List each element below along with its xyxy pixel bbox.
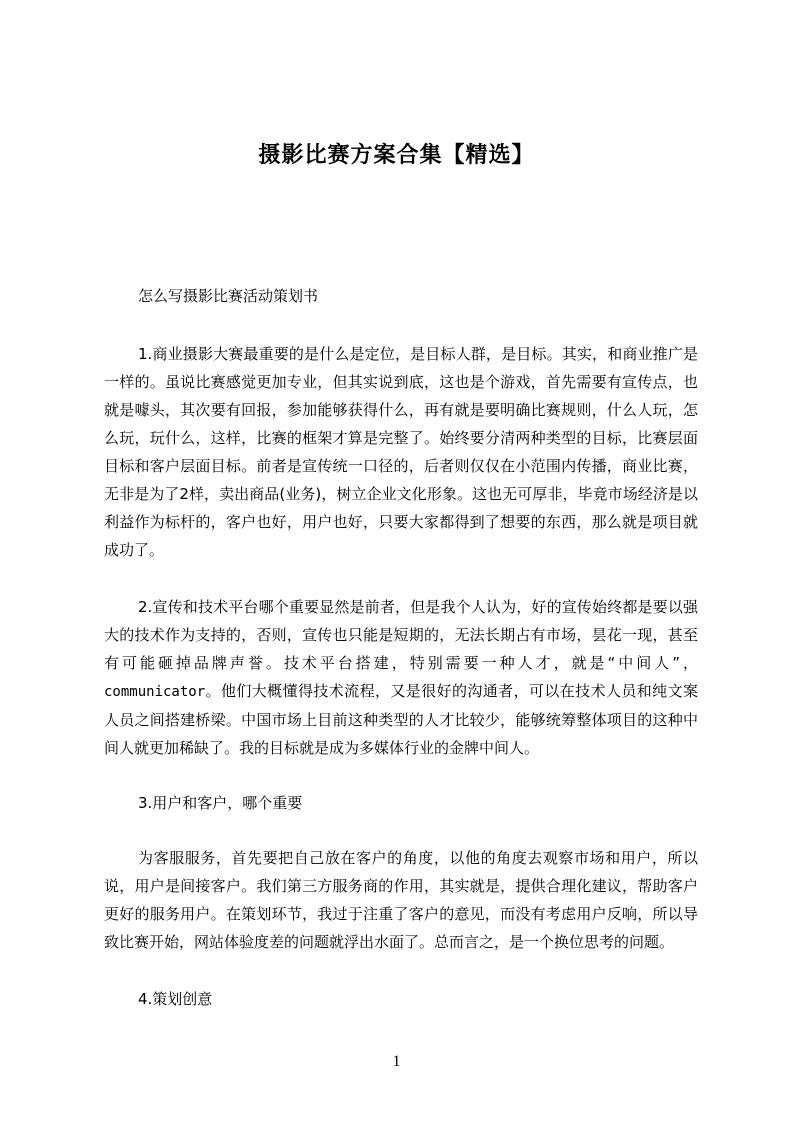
paragraph-2: [104, 593, 698, 762]
page-number: 1: [392, 1053, 401, 1070]
document-body: [104, 282, 698, 1013]
heading-4: 4.策划创意: [138, 990, 213, 1008]
heading-3: 3.用户和客户，哪个重要: [138, 794, 303, 812]
paragraph-2-text-b: 。他们大概懂得技术流程，又是很好的沟通者，可以在技术人员和纯文案人员之间搭建桥梁。中国市场上目前这种类型的人才比较少，能够统筹整体项目的这种中间人就更加稀缺了。我的目标就是成为多媒体行业的金牌中间人。: [104, 682, 698, 757]
paragraph-1: 1.商业摄影大赛最重要的是什么是定位，是目标人群，是目标。其实，和商业推广是一样的。虽说比赛感觉更加专业，但其实说到底，这也是个游戏，首先需要有宣传点，也就是噱头，其次要有回报，参加能够获得什么，再有就是要明确比赛规则，什么人玩，怎么玩，玩什么，这样，比赛的框架才算是完整了。始终要分清两种类型的目标，比赛层面目标和客户层面目标。前者是宣传统一口径的，后者则仅仅在小范围内传播，商业比赛，无非是为了2样，卖出商品(业务)，树立企业文化形象。这也无可厚非，毕竟市场经济是以利益作为标杆的，客户也好，用户也好，只要大家都得到了想要的东西，那么就是项目就成功了。: [104, 345, 698, 559]
document-title: 摄影比赛方案合集【精选】: [258, 143, 535, 168]
paragraph-2-latin-term: communicator: [104, 684, 206, 700]
subtitle: 怎么写摄影比赛活动策划书: [138, 287, 319, 305]
paragraph-2-text-a: 2.宣传和技术平台哪个重要显然是前者，但是我个人认为，好的宣传始终都是要以强大的技术作为支持的，否则，宣传也只能是短期的，无法长期占有市场，昙花一现，甚至有可能砸掉品牌声誉。技术平台搭建，特别需要一种人才，就是“中间人”，: [104, 598, 698, 672]
paragraph-3: 为客服服务，首先要把自己放在客户的角度，以他的角度去观察市场和用户，所以说，用户是间接客户。我们第三方服务商的作用，其实就是，提供合理化建议，帮助客户更好的服务用户。在策划环节，我过于注重了客户的意见，而没有考虑用户反响，所以导致比赛开始，网站体验度差的问题就浮出水面了。总而言之，是一个换位思考的问题。: [104, 849, 698, 951]
